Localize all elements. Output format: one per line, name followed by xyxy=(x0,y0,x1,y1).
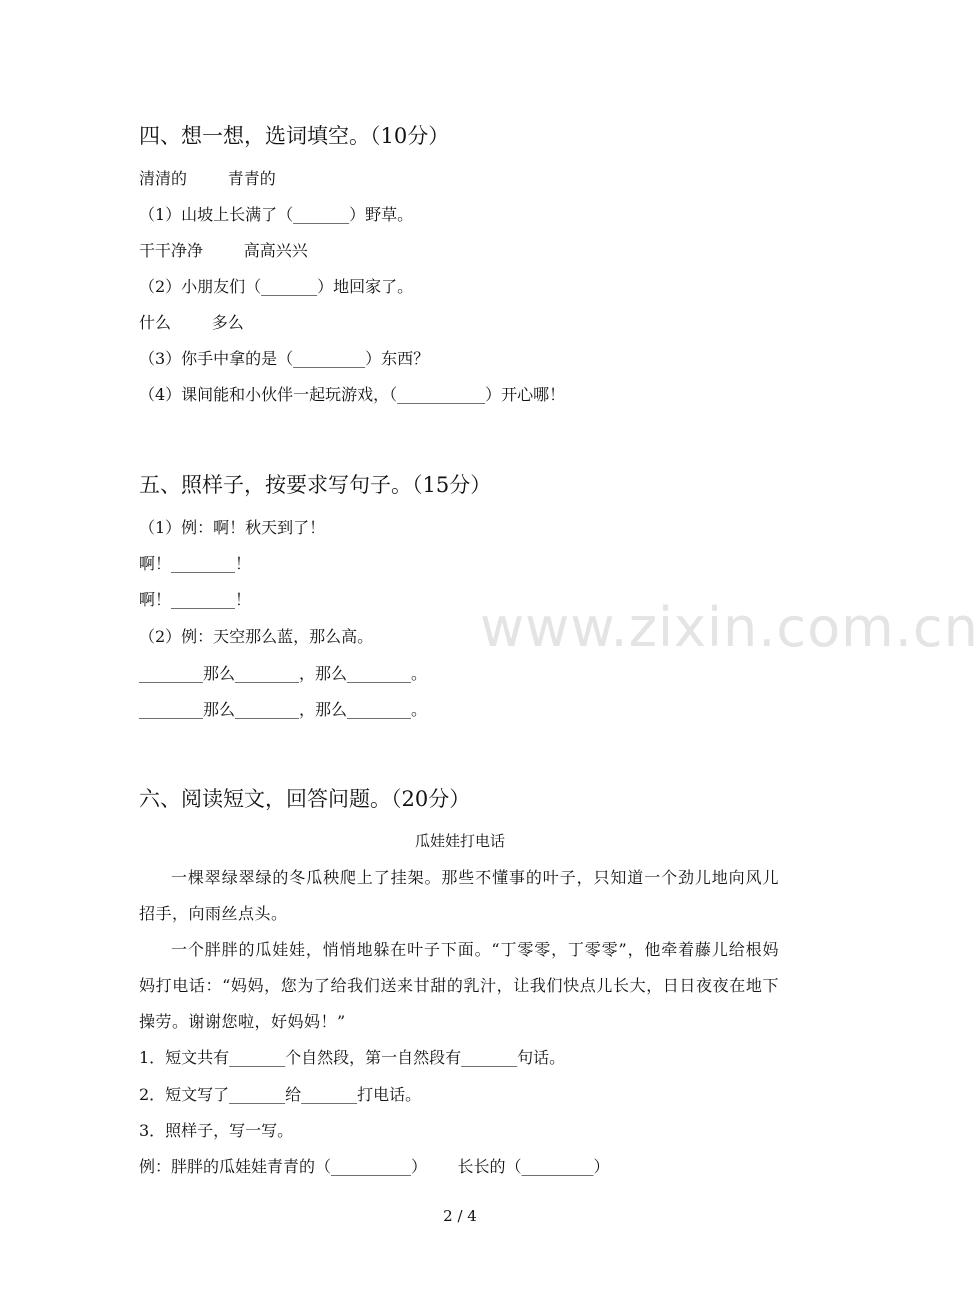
question-6-2: 2．短文写了_______给_______打电话。 xyxy=(139,1085,422,1104)
question-4-1: （1）山坡上长满了（_______）野草。 xyxy=(139,205,414,224)
example-5-2: （2）例：天空那么蓝，那么高。 xyxy=(139,627,374,646)
watermark: www.zixin.com.cn xyxy=(480,596,979,659)
question-6-3-example: 例：胖胖的瓜娃娃青青的（__________） 长长的（_________） xyxy=(139,1157,610,1176)
passage-title: 瓜娃娃打电话 xyxy=(414,832,505,850)
page-number: 2 / 4 xyxy=(443,1207,477,1225)
question-6-1: 1．短文共有_______个自然段，第一自然段有_______句话。 xyxy=(139,1048,566,1067)
blank-line-5-2b: ________那么________，那么________。 xyxy=(139,700,428,719)
question-4-4: （4）课间能和小伙伴一起玩游戏，（___________）开心哪！ xyxy=(139,385,566,404)
word-choices-2: 干干净净 高高兴兴 xyxy=(139,241,308,260)
question-6-3: 3．照样子，写一写。 xyxy=(139,1121,294,1140)
passage-paragraph-1: 一棵翠绿翠绿的冬瓜秧爬上了挂架。那些不懂事的叶子，只知道一个劲儿地向风儿招手，向雨丝点头。 xyxy=(139,868,779,923)
section4-title: 四、想一想，选词填空。（10分） xyxy=(139,124,450,148)
word-choices-3: 什么 多么 xyxy=(139,313,244,332)
question-4-2: （2）小朋友们（_______）地回家了。 xyxy=(139,277,414,296)
section5-title: 五、照样子，按要求写句子。（15分） xyxy=(139,473,492,497)
blank-line-5-1b: 啊！________！ xyxy=(139,590,252,609)
blank-line-5-1a: 啊！________！ xyxy=(139,554,252,573)
passage-paragraph-2: 一个胖胖的瓜娃娃，悄悄地躲在叶子下面。“丁零零，丁零零”，他牵着藤儿给根妈妈打电话：“妈妈，您为了给我们送来甘甜的乳汁，让我们快点儿长大，日日夜夜在地下操劳。谢谢您啦，好妈妈！” xyxy=(139,940,779,1031)
word-choices-1: 清清的 青青的 xyxy=(139,169,276,188)
example-5-1: （1）例：啊！秋天到了！ xyxy=(139,518,326,537)
question-4-3: （3）你手中拿的是（_________）东西？ xyxy=(139,349,430,368)
section6-title: 六、阅读短文，回答问题。（20分） xyxy=(139,787,471,811)
blank-line-5-2a: ________那么________，那么________。 xyxy=(139,664,428,683)
